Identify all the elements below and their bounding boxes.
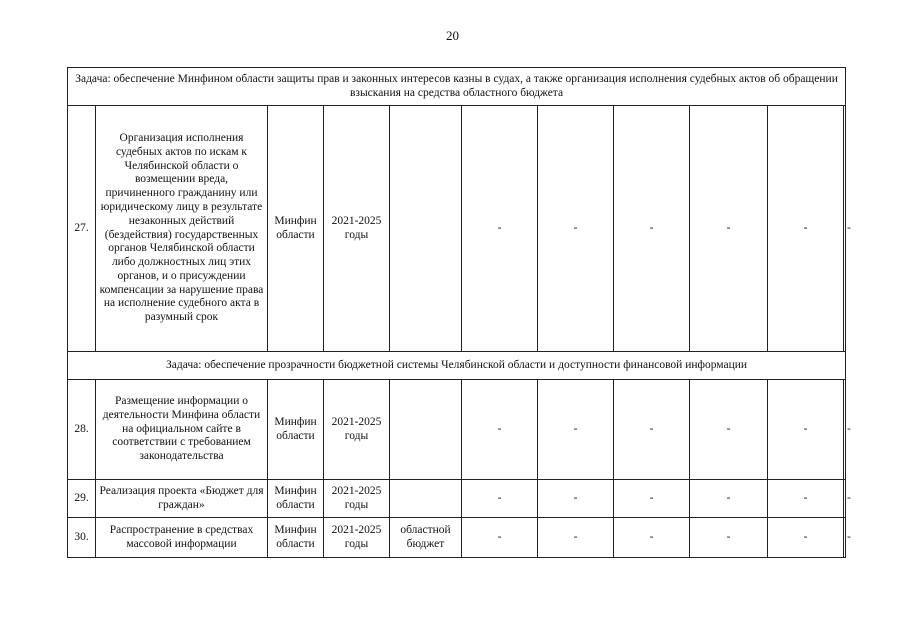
row-number: 28. [68, 380, 96, 480]
source-cell [390, 480, 462, 518]
value-cell: - [538, 380, 614, 480]
source-cell: областной бюджет [390, 518, 462, 558]
value-cell: - [844, 480, 846, 518]
executor-cell: Минфин области [268, 106, 324, 352]
task-header: Задача: обеспечение прозрачности бюджетной системы Челябинской области и доступности финансовой информации [68, 352, 846, 380]
value-cell: - [768, 480, 844, 518]
value-cell: - [690, 480, 768, 518]
value-cell: - [614, 380, 690, 480]
table-row [68, 480, 846, 518]
value-cell: - [844, 518, 846, 558]
period-cell: 2021-2025 годы [324, 380, 390, 480]
measure-name: Распространение в средствах массовой информации [96, 518, 268, 558]
row-number: 29. [68, 480, 96, 518]
measures-table [67, 67, 851, 558]
executor-cell: Минфин области [268, 518, 324, 558]
value-cell: - [538, 480, 614, 518]
executor-cell: Минфин области [268, 480, 324, 518]
value-cell: - [690, 518, 768, 558]
executor-cell: Минфин области [268, 380, 324, 480]
value-cell: - [844, 380, 846, 480]
period-cell: 2021-2025 годы [324, 480, 390, 518]
task-header: Задача: обеспечение Минфином области защиты прав и законных интересов казны в судах, а также организация исполнения судебных актов об обращении взыскания на средства областного бюджета [68, 68, 846, 106]
value-cell: - [462, 518, 538, 558]
value-cell: - [462, 480, 538, 518]
page-number: 20 [446, 28, 459, 43]
value-cell: - [768, 518, 844, 558]
row-number: 30. [68, 518, 96, 558]
table-row [68, 106, 846, 352]
task-row-1 [68, 68, 846, 106]
value-cell: - [768, 380, 844, 480]
measure-name: Реализация проекта «Бюджет для граждан» [96, 480, 268, 518]
value-cell: - [844, 106, 846, 352]
row-number: 27. [68, 106, 96, 352]
value-cell: - [538, 106, 614, 352]
value-cell: - [462, 106, 538, 352]
value-cell: - [690, 106, 768, 352]
table-row [68, 518, 846, 558]
value-cell: - [768, 106, 844, 352]
table-row [68, 380, 846, 480]
value-cell: - [614, 518, 690, 558]
value-cell: - [462, 380, 538, 480]
measure-name: Организация исполнения судебных актов по искам к Челябинской области о возмещении вреда, причиненного гражданину или юридическому лицу в результате незаконных действий (бездействия) государственных органов Челябинской области либо должностных лиц этих органов, и о присуждении компенсации за нарушение права на исполнение судебного акта в разумный срок [96, 106, 268, 352]
source-cell [390, 106, 462, 352]
source-cell [390, 380, 462, 480]
value-cell: - [690, 380, 768, 480]
period-cell: 2021-2025 годы [324, 518, 390, 558]
period-cell: 2021-2025 годы [324, 106, 390, 352]
task-row-2 [68, 352, 846, 380]
value-cell: - [538, 518, 614, 558]
value-cell: - [614, 106, 690, 352]
measure-name: Размещение информации о деятельности Минфина области на официальном сайте в соответствии с требованием законодательства [96, 380, 268, 480]
value-cell: - [614, 480, 690, 518]
